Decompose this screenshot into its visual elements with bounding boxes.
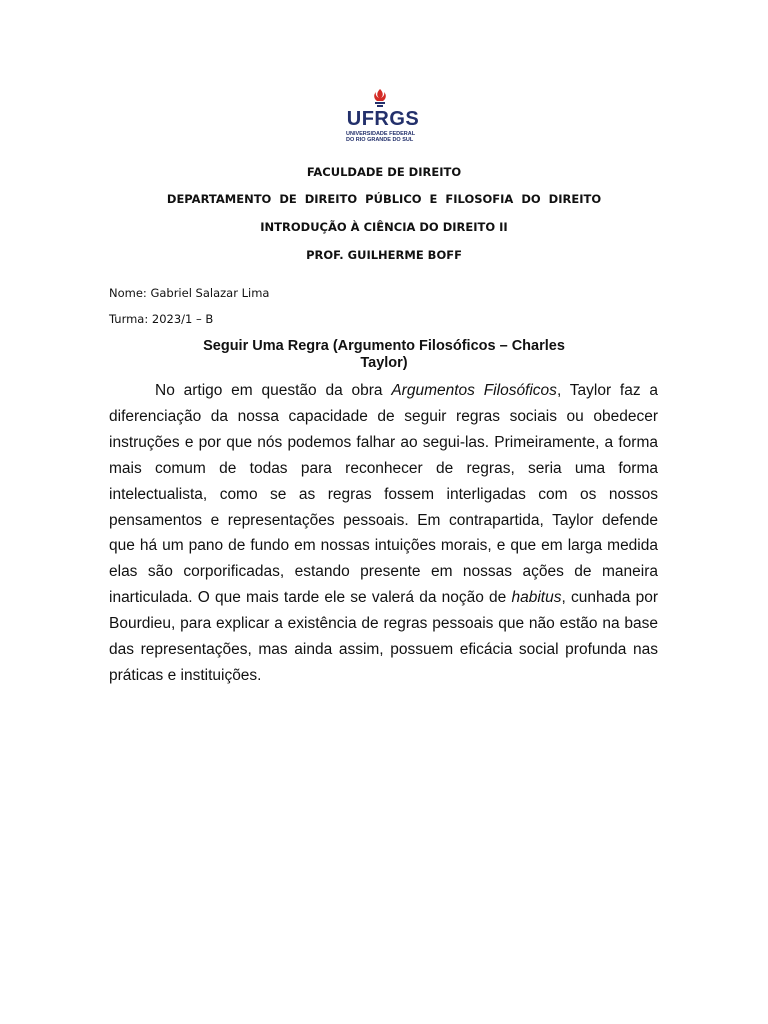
habitus-term: habitus (511, 589, 562, 607)
paragraph-text-c: , cunhada por Bourdieu, para explicar a existência de regras pessoais que não estão na base das representações, mas ainda assim, possuem eficácia social profunda nas práticas e instituições. (109, 589, 659, 684)
faculty-heading: FACULDADE DE DIREITO (306, 165, 462, 179)
paragraph-text-b: , Taylor faz a diferenciação da nossa capacidade de seguir regras sociais ou obedecer instruções e por que nós podemos falhar ao segui-las. Primeiramente, a forma mais comum de todas para reconhecer de regras, seria uma forma intelectualista, como se as regras fossem interligadas com os nossos pensamentos e representações pessoais. Em contrapartida, Taylor defende que há um pano de fundo em nossas intuições morais, e que em larga medida elas são corporificadas, estando presente em nossas ações de maneira inarticulada. O que mais tarde ele se valerá da noção de (109, 382, 659, 607)
logo-subtitle-line2: DO RIO GRANDE DO SUL (346, 137, 414, 143)
department-heading: DEPARTAMENTO DE DIREITO PÚBLICO E FILOSOFIA DO DIREITO (166, 192, 602, 206)
cited-work-title: Argumentos Filosóficos (391, 382, 557, 399)
logo-wordmark: UFRGS (346, 108, 420, 130)
paragraph-text-a: No artigo em questão da obra (155, 382, 392, 399)
document-title (0, 338, 768, 372)
student-class: Turma: 2023/1 – B (109, 312, 214, 326)
document-title-line1: Seguir Uma Regra (Argumento Filosóficos – Charles (203, 338, 565, 354)
course-heading: INTRODUÇÃO À CIÊNCIA DO DIREITO II (260, 220, 508, 234)
body-paragraph (109, 378, 658, 689)
torch-flame-icon (368, 88, 392, 110)
ufrgs-logo (344, 88, 422, 154)
document-title-line2: Taylor) (360, 355, 408, 371)
logo-subtitle-line1: UNIVERSIDADE FEDERAL (346, 131, 416, 137)
professor-heading: PROF. GUILHERME BOFF (306, 248, 462, 262)
student-name: Nome: Gabriel Salazar Lima (109, 286, 270, 300)
